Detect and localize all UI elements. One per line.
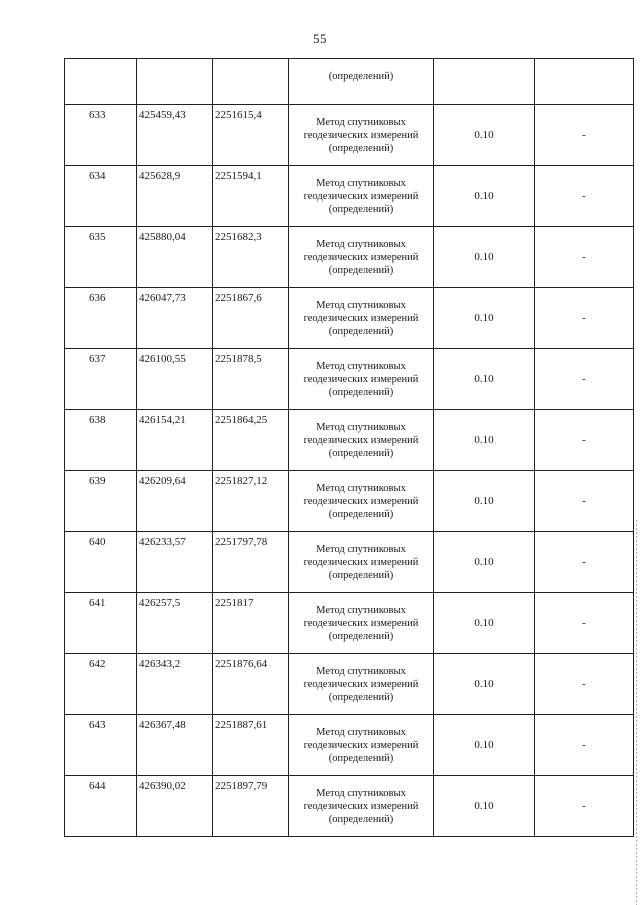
cell-x — [137, 59, 213, 105]
cell-method — [289, 593, 434, 654]
cell-x: 426390,02 — [137, 776, 213, 837]
cell-y: 2251797,78 — [213, 532, 289, 593]
cell-method — [289, 410, 434, 471]
method-line: геодезических измерений — [303, 678, 419, 690]
method-line: Метод спутниковых — [316, 543, 406, 555]
cell-note: - — [535, 410, 634, 471]
cell-accuracy: 0.10 — [434, 166, 535, 227]
cell-method — [289, 166, 434, 227]
cell-y: 2251878,5 — [213, 349, 289, 410]
cell-number: 641 — [65, 593, 137, 654]
cell-method — [289, 349, 434, 410]
cell-y: 2251817 — [213, 593, 289, 654]
cell-accuracy: 0.10 — [434, 715, 535, 776]
cell-method — [289, 471, 434, 532]
method-line: геодезических измерений — [303, 373, 419, 385]
cell-number: 643 — [65, 715, 137, 776]
cell-note: - — [535, 105, 634, 166]
method-line: (определений) — [328, 691, 394, 703]
table-row — [65, 105, 634, 166]
cell-note: - — [535, 227, 634, 288]
method-line: (определений) — [328, 752, 394, 764]
cell-number: 637 — [65, 349, 137, 410]
method-line: геодезических измерений — [303, 312, 419, 324]
cell-y: 2251682,3 — [213, 227, 289, 288]
cell-accuracy: 0.10 — [434, 105, 535, 166]
cell-x: 426343,2 — [137, 654, 213, 715]
cell-accuracy — [434, 59, 535, 105]
method-line: геодезических измерений — [303, 617, 419, 629]
method-line: (определений) — [328, 142, 394, 154]
table-row — [65, 471, 634, 532]
cell-x: 425628,9 — [137, 166, 213, 227]
cell-note: - — [535, 288, 634, 349]
method-line: Метод спутниковых — [316, 238, 406, 250]
table-row — [65, 166, 634, 227]
table-row — [65, 715, 634, 776]
cell-note: - — [535, 532, 634, 593]
scan-edge-mark — [636, 520, 637, 905]
cell-accuracy: 0.10 — [434, 227, 535, 288]
method-line: (определений) — [328, 569, 394, 581]
cell-note: - — [535, 715, 634, 776]
cell-note: - — [535, 349, 634, 410]
method-line: (определений) — [328, 508, 394, 520]
cell-y: 2251897,79 — [213, 776, 289, 837]
cell-number: 644 — [65, 776, 137, 837]
cell-y — [213, 59, 289, 105]
method-line: Метод спутниковых — [316, 421, 406, 433]
method-line: Метод спутниковых — [316, 787, 406, 799]
cell-accuracy: 0.10 — [434, 471, 535, 532]
cell-accuracy: 0.10 — [434, 349, 535, 410]
method-line: Метод спутниковых — [316, 665, 406, 677]
cell-method — [289, 532, 434, 593]
method-line: (определений) — [328, 386, 394, 398]
cell-y: 2251876,64 — [213, 654, 289, 715]
cell-x: 425880,04 — [137, 227, 213, 288]
method-line: Метод спутниковых — [316, 482, 406, 494]
cell-method — [289, 105, 434, 166]
cell-number: 633 — [65, 105, 137, 166]
method-line: (определений) — [328, 813, 394, 825]
method-line: геодезических измерений — [303, 556, 419, 568]
cell-x: 426257,5 — [137, 593, 213, 654]
cell-y: 2251867,6 — [213, 288, 289, 349]
page-number: 55 — [313, 31, 327, 46]
method-line: (определений) — [328, 325, 394, 337]
method-line: Метод спутниковых — [316, 299, 406, 311]
method-line: (определений) — [328, 447, 394, 459]
method-line: (определений) — [328, 264, 394, 276]
cell-number: 640 — [65, 532, 137, 593]
cell-y: 2251594,1 — [213, 166, 289, 227]
method-line: (определений) — [328, 203, 394, 215]
cell-accuracy: 0.10 — [434, 532, 535, 593]
cell-method — [289, 776, 434, 837]
method-line: (определений) — [328, 630, 394, 642]
cell-number: 635 — [65, 227, 137, 288]
cell-y: 2251615,4 — [213, 105, 289, 166]
method-line: геодезических измерений — [303, 800, 419, 812]
cell-x: 426154,21 — [137, 410, 213, 471]
method-line: Метод спутниковых — [316, 177, 406, 189]
cell-method — [289, 654, 434, 715]
table-row — [65, 593, 634, 654]
method-line: геодезических измерений — [303, 495, 419, 507]
cell-accuracy: 0.10 — [434, 654, 535, 715]
cell-number: 642 — [65, 654, 137, 715]
table-row — [65, 288, 634, 349]
cell-method: (определений) — [289, 59, 434, 105]
cell-accuracy: 0.10 — [434, 593, 535, 654]
table-row — [65, 227, 634, 288]
cell-accuracy: 0.10 — [434, 776, 535, 837]
cell-accuracy: 0.10 — [434, 288, 535, 349]
cell-method — [289, 715, 434, 776]
cell-note: - — [535, 593, 634, 654]
cell-number: 636 — [65, 288, 137, 349]
cell-note: - — [535, 471, 634, 532]
method-line: геодезических измерений — [303, 190, 419, 202]
cell-y: 2251827,12 — [213, 471, 289, 532]
cell-method — [289, 288, 434, 349]
table-row — [65, 654, 634, 715]
table-row — [65, 776, 634, 837]
coordinates-table — [64, 58, 634, 837]
method-line: Метод спутниковых — [316, 116, 406, 128]
table-row — [65, 532, 634, 593]
cell-y: 2251864,25 — [213, 410, 289, 471]
cell-x: 425459,43 — [137, 105, 213, 166]
coordinates-table-body — [65, 59, 634, 837]
method-line: Метод спутниковых — [316, 726, 406, 738]
cell-note: - — [535, 776, 634, 837]
table-row — [65, 410, 634, 471]
cell-x: 426367,48 — [137, 715, 213, 776]
cell-method — [289, 227, 434, 288]
method-line: Метод спутниковых — [316, 604, 406, 616]
cell-number — [65, 59, 137, 105]
cell-number: 638 — [65, 410, 137, 471]
table-row-continuation — [65, 59, 634, 105]
cell-number: 634 — [65, 166, 137, 227]
cell-accuracy: 0.10 — [434, 410, 535, 471]
method-line: геодезических измерений — [303, 251, 419, 263]
cell-note: - — [535, 166, 634, 227]
cell-x: 426233,57 — [137, 532, 213, 593]
cell-x: 426100,55 — [137, 349, 213, 410]
method-line: геодезических измерений — [303, 739, 419, 751]
cell-x: 426209,64 — [137, 471, 213, 532]
method-line: геодезических измерений — [303, 434, 419, 446]
method-line: геодезических измерений — [303, 129, 419, 141]
cell-y: 2251887,61 — [213, 715, 289, 776]
method-line: Метод спутниковых — [316, 360, 406, 372]
cell-number: 639 — [65, 471, 137, 532]
cell-x: 426047,73 — [137, 288, 213, 349]
cell-note — [535, 59, 634, 105]
cell-note: - — [535, 654, 634, 715]
table-row — [65, 349, 634, 410]
